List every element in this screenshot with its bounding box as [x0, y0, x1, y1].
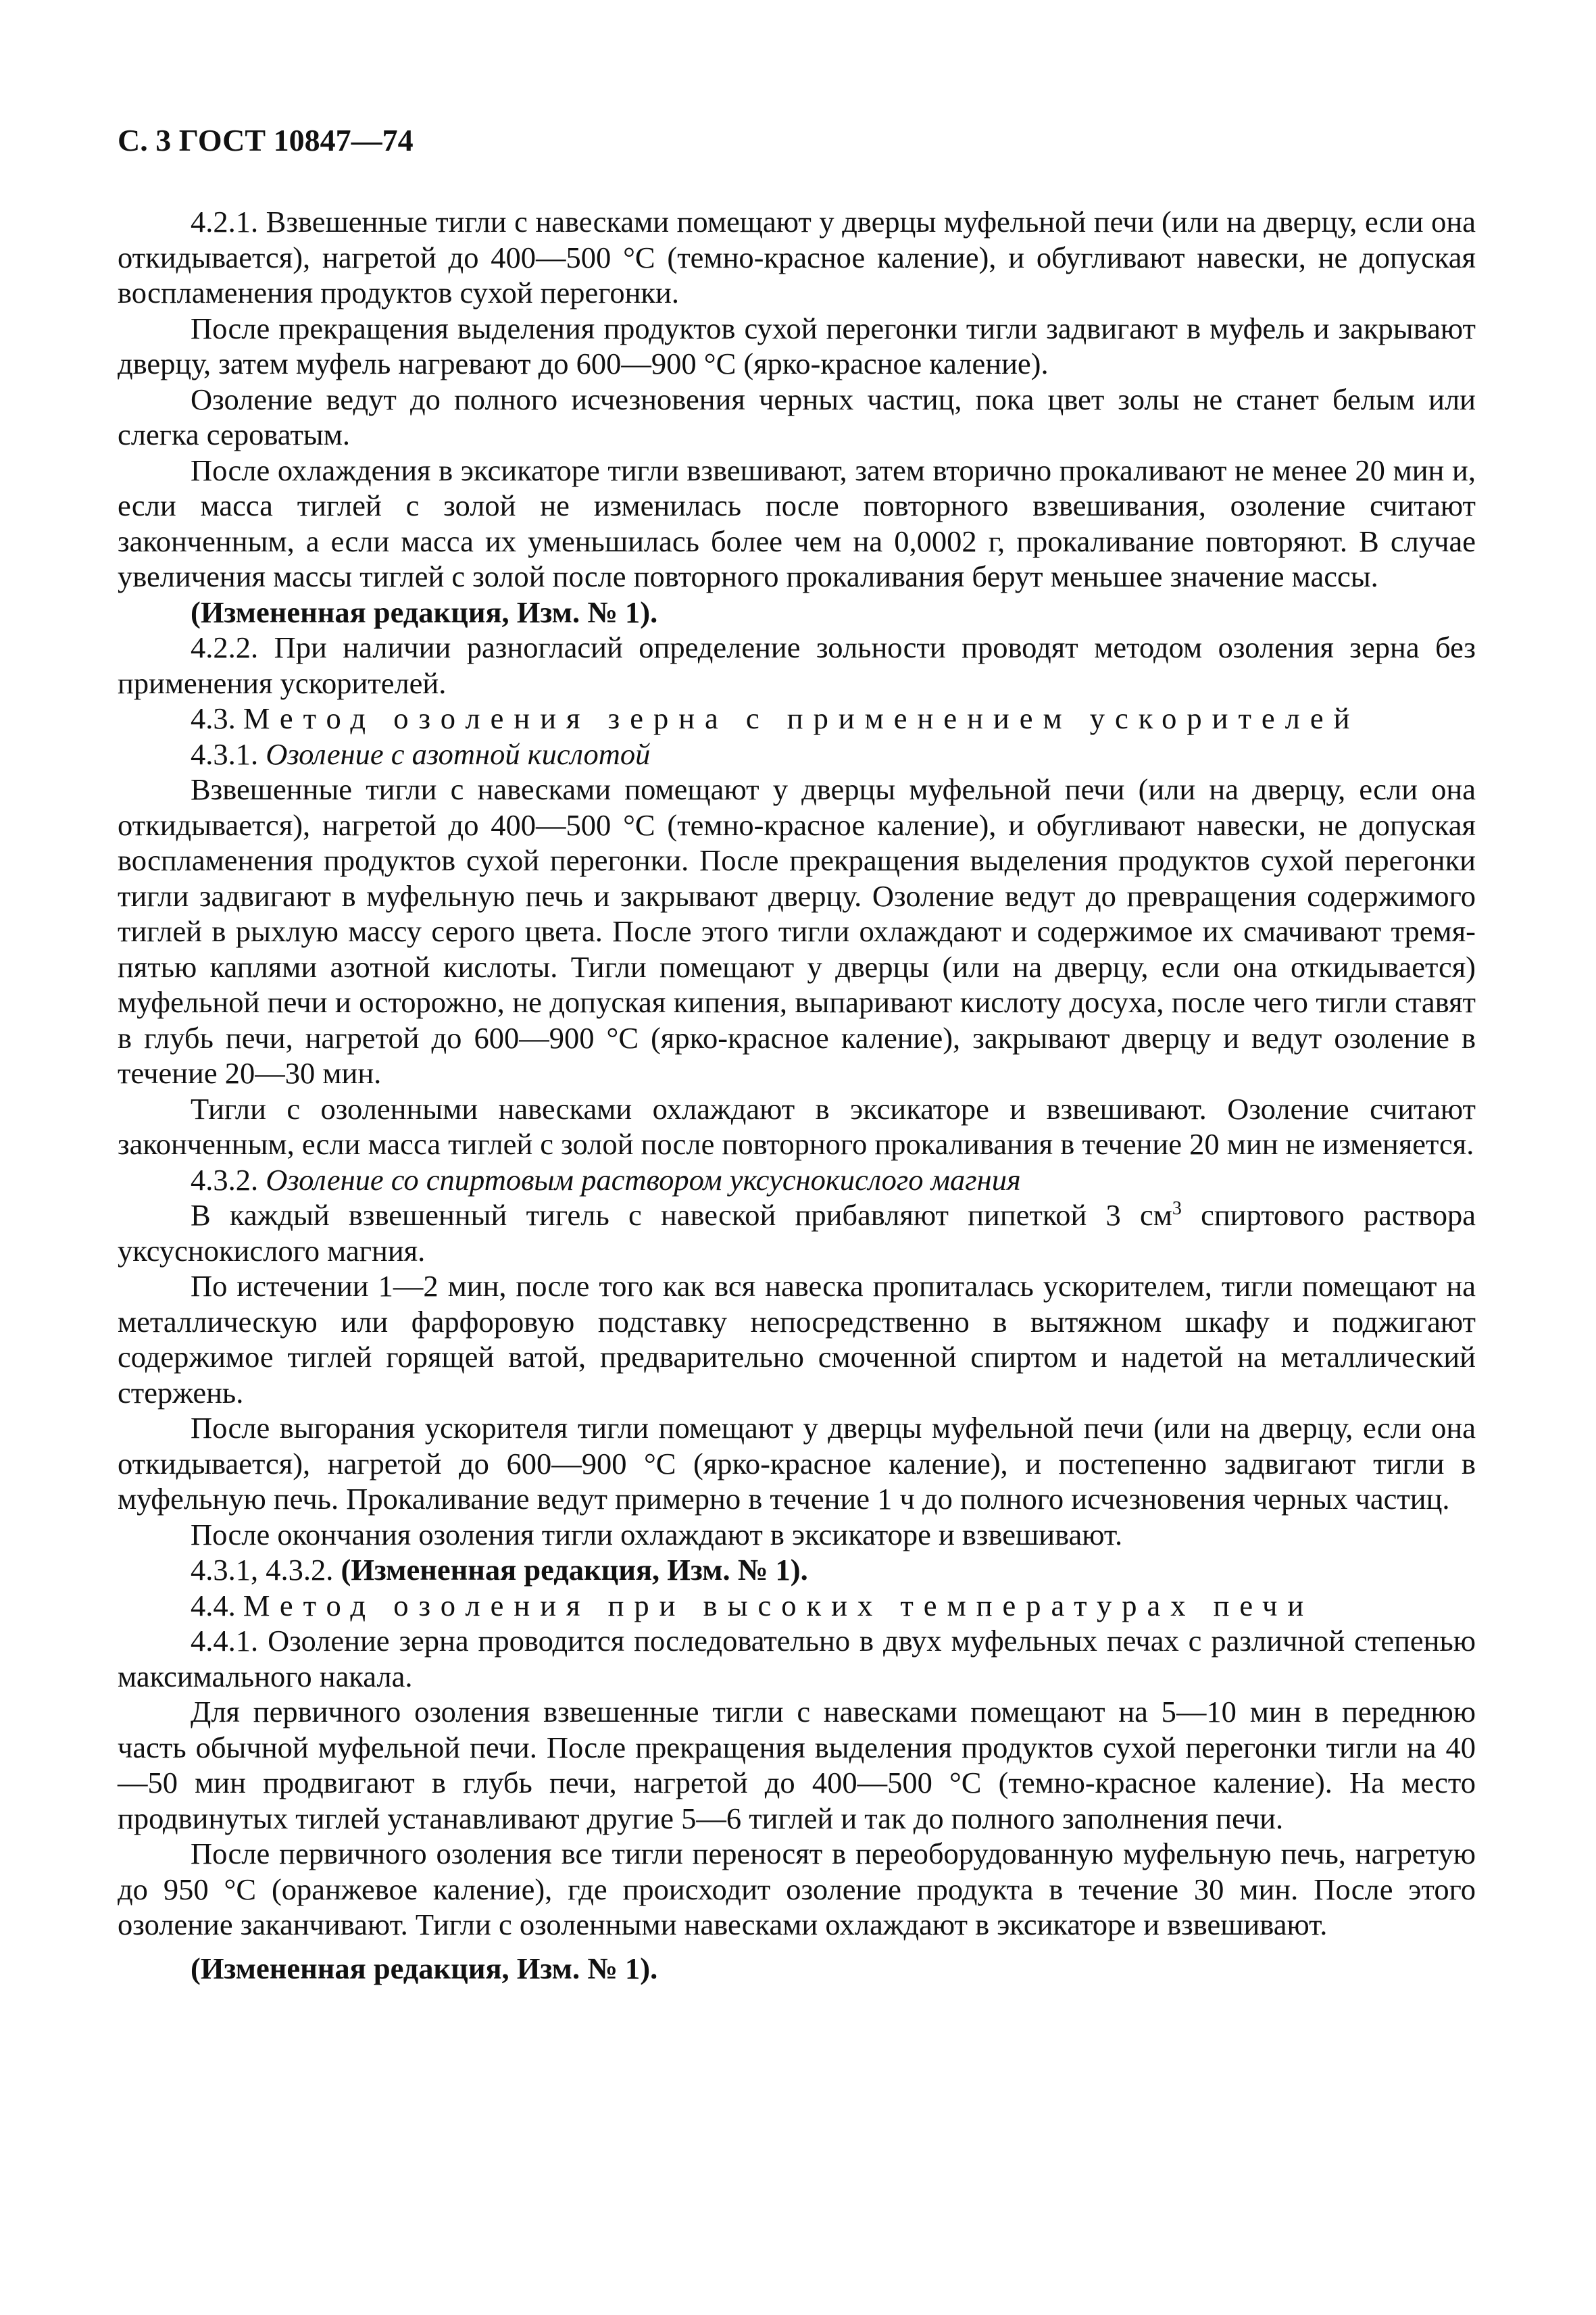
text-run: В каждый взвешенный тигель с навеской прибавляют пипеткой 3 см [191, 1198, 1172, 1232]
amendment-note: (Измененная редакция, Изм. № 1). [191, 1951, 658, 1985]
paragraph: После прекращения выделения продуктов сухой перегонки тигли задвигают в муфель и закрывают дверцу, затем муфель нагревают до 600—900 °С (ярко-красное каление). [118, 311, 1476, 380]
paragraph: По истечении 1—2 мин, после того как вся навеска пропиталась ускорителем, тигли помещают на металлическую или фарфоровую подставку непосредственно в вытяжном шкафу и поджигают содержимое тиглей горящей ватой, предварительно смоченной спиртом и надетой на металлический стержень. [118, 1269, 1476, 1410]
subsection-title: Озоление со спиртовым раствором уксуснокислого магния [266, 1162, 1021, 1197]
paragraph: Взвешенные тигли с навесками помещают у дверцы муфельной печи (или на дверцу, если она откидывается), нагретой до 400—500 °С (темно-красное каление), и обугливают навески, не допуская воспламенения продуктов сухой перегонки. После прекращения выделения продуктов сухой перегонки тигли задвигают в муфельную печь и закрывают дверцу. Озоление ведут до превращения содержимого тиглей в рыхлую массу серого цвета. После этого тигли охлаждают и содержимое их смачивают тремя-пятью каплями азотной кислоты. Тигли помещают у дверцы (или на дверцу, если она откидывается) муфельной печи и осторожно, не допуская кипения, выпаривают кислоту досуха, после чего тигли ставят в глубь печи, нагретой до 600—900 °С (ярко-красное каление), закрывают дверцу и ведут озоление в течение 20—30 мин. [118, 772, 1476, 1090]
document-body [118, 204, 1476, 1986]
subsection-number: 4.3.2. [191, 1162, 259, 1197]
section-heading-4-3 [118, 701, 1476, 737]
subsection-number: 4.3.1. [191, 737, 259, 771]
amendment-ref: 4.3.1, 4.3.2. [191, 1553, 334, 1587]
amendment-label: (Измененная редакция, Изм. № 1). [341, 1553, 808, 1587]
paragraph: После первичного озоления все тигли переносят в переоборудованную муфельную печь, нагретую до 950 °С (оранжевое каление), где происходит озоление продукта в течение 30 мин. После этого озоление заканчивают. Тигли с озоленными навесками охлаждают в эксикаторе и взвешивают. [118, 1837, 1476, 1941]
paragraph: Для первичного озоления взвешенные тигли с навесками помещают на 5—10 мин в переднюю часть обычной муфельной печи. После прекращения выделения продуктов сухой перегонки тигли на 40—50 мин продвигают в глубь печи, нагретой до 400—500 °С (темно-красное каление). На место продвинутых тиглей устанавливают другие 5—6 тиглей и так до полного заполнения печи. [118, 1695, 1476, 1835]
subsection-heading-4-3-1 [118, 737, 1476, 772]
superscript: 3 [1172, 1198, 1182, 1219]
paragraph: После охлаждения в эксикаторе тигли взвешивают, затем вторично прокаливают не менее 20 мин и, если масса тиглей с золой не изменилась после повторного взвешивания, озоление считают законченным, а если масса их уменьшилась более чем на 0,0002 г, прокаливание повторяют. В случае увеличения массы тиглей с золой после повторного прокаливания берут меньшее значение массы. [118, 453, 1476, 593]
paragraph-4-4-1: 4.4.1. Озоление зерна проводится последовательно в двух муфельных печах с различной степенью максимального накала. [118, 1624, 1476, 1693]
subsection-heading-4-3-2 [118, 1162, 1476, 1198]
paragraph-4-2-1: 4.2.1. Взвешенные тигли с навесками помещают у дверцы муфельной печи (или на дверцу, если она откидывается), нагретой до 400—500 °С (темно-красное каление), и обугливают навески, не допуская воспламенения продуктов сухой перегонки. [118, 205, 1476, 309]
paragraph: После выгорания ускорителя тигли помещают у дверцы муфельной печи (или на дверцу, если она откидывается), нагретой до 600—900 °С (ярко-красное каление), и постепенно задвигают тигли в муфельную печь. Прокаливание ведут примерно в течение 1 ч до полного исчезновения черных частиц. [118, 1411, 1476, 1516]
section-heading-4-4 [118, 1588, 1476, 1624]
subsection-title: Озоление с азотной кислотой [266, 737, 651, 771]
section-title: Метод озоления при высоких температурах печи [243, 1588, 1314, 1622]
text-run: спиртового раствора уксуснокислого магния. [118, 1198, 1476, 1268]
section-title: Метод озоления зерна с применением ускорителей [243, 701, 1360, 735]
section-number: 4.3. [191, 701, 236, 735]
paragraph [118, 1197, 1476, 1268]
paragraph: Тигли с озоленными навесками охлаждают в эксикаторе и взвешивают. Озоление считают законченным, если масса тиглей с золой после повторного прокаливания в течение 20 мин не изменяется. [118, 1091, 1476, 1161]
section-number: 4.4. [191, 1588, 236, 1622]
paragraph: Озоление ведут до полного исчезновения черных частиц, пока цвет золы не станет белым или слегка сероватым. [118, 382, 1476, 451]
amendment-note: (Измененная редакция, Изм. № 1). [191, 595, 658, 629]
paragraph-4-2-2: 4.2.2. При наличии разногласий определение зольности проводят методом озоления зерна без применения ускорителей. [118, 630, 1476, 700]
paragraph: После окончания озоления тигли охлаждают в эксикаторе и взвешивают. [191, 1517, 1123, 1551]
page-header: С. 3 ГОСТ 10847—74 [118, 123, 414, 157]
amendment-note [118, 1552, 1476, 1588]
